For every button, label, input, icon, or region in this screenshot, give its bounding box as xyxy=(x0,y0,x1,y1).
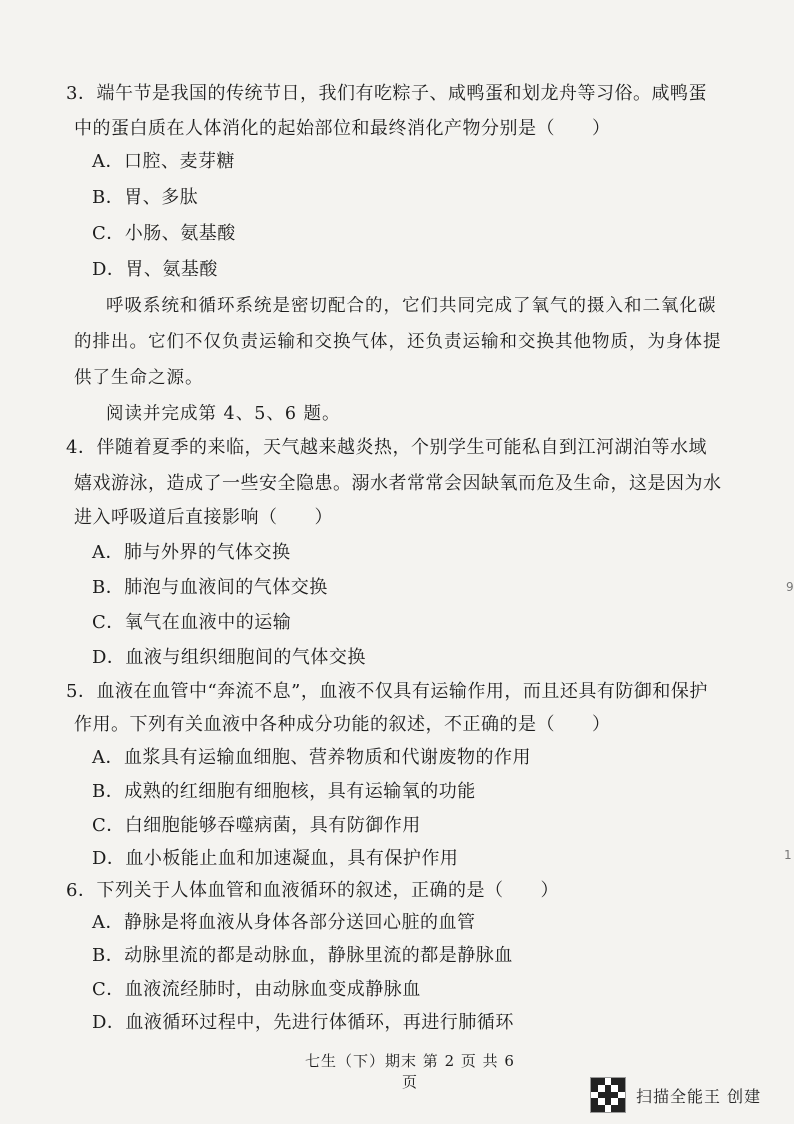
q3-stem-line1: 3．端午节是我国的传统节日，我们有吃粽子、咸鸭蛋和划龙舟等习俗。咸鸭蛋 xyxy=(66,83,707,104)
q3-option-b: B．胃、多肽 xyxy=(92,187,199,208)
watermark-text: 扫描全能王 创建 xyxy=(636,1086,762,1106)
q6-option-b: B．动脉里流的都是动脉血，静脉里流的都是静脉血 xyxy=(92,945,513,966)
q6-option-c: C．血液流经肺时，由动脉血变成静脉血 xyxy=(92,979,421,1000)
q6-option-d: D．血液循环过程中，先进行体循环，再进行肺循环 xyxy=(92,1012,514,1033)
page-footer-label: 七生（下）期末 第 2 页 共 6 页 xyxy=(305,1052,515,1091)
q4-option-b: B．肺泡与血液间的气体交换 xyxy=(92,577,328,598)
edge-mark-right-1: 9 xyxy=(786,580,794,594)
edge-mark-right-2: 1 xyxy=(784,848,792,862)
passage-line3: 供了生命之源。 xyxy=(74,368,204,388)
passage-instruction: 阅读并完成第 4、5、6 题。 xyxy=(106,404,341,424)
q3-option-a: A．口腔、麦芽糖 xyxy=(92,151,235,172)
q3-stem-line2: 中的蛋白质在人体消化的起始部位和最终消化产物分别是（ ） xyxy=(74,118,611,139)
q5-option-a: A．血浆具有运输血细胞、营养物质和代谢废物的作用 xyxy=(92,747,531,768)
q5-option-b: B．成熟的红细胞有细胞核，具有运输氧的功能 xyxy=(92,781,476,802)
q5-stem-line1: 5．血液在血管中“奔流不息”，血液不仅具有运输作用，而且还具有防御和保护 xyxy=(66,681,708,702)
qr-code-icon xyxy=(590,1077,626,1113)
q5-option-d: D．血小板能止血和加速凝血，具有保护作用 xyxy=(92,848,459,869)
q5-option-c: C．白细胞能够吞噬病菌，具有防御作用 xyxy=(92,815,421,836)
q4-option-c: C．氧气在血液中的运输 xyxy=(92,612,292,633)
q6-option-a: A．静脉是将血液从身体各部分送回心脏的血管 xyxy=(92,912,476,933)
q4-stem-line1: 4．伴随着夏季的来临，天气越来越炎热，个别学生可能私自到江河湖泊等水域 xyxy=(66,437,707,458)
q6-stem-line1: 6．下列关于人体血管和血液循环的叙述，正确的是（ ） xyxy=(66,880,559,901)
scanner-watermark xyxy=(590,1078,761,1112)
q5-stem-line2: 作用。下列有关血液中各种成分功能的叙述，不正确的是（ ） xyxy=(74,714,611,735)
q3-option-c: C．小肠、氨基酸 xyxy=(92,223,236,244)
passage-line2: 的排出。它们不仅负责运输和交换气体，还负责运输和交换其他物质，为身体提 xyxy=(74,332,722,352)
q4-option-a: A．肺与外界的气体交换 xyxy=(92,542,291,563)
q4-stem-line3: 进入呼吸道后直接影响（ ） xyxy=(74,507,333,528)
q4-option-d: D．血液与组织细胞间的气体交换 xyxy=(92,647,366,668)
q3-option-d: D．胃、氨基酸 xyxy=(92,259,218,280)
q4-stem-line2: 嬉戏游泳，造成了一些安全隐患。溺水者常常会因缺氧而危及生命，这是因为水 xyxy=(74,473,722,494)
passage-line1: 呼吸系统和循环系统是密切配合的，它们共同完成了氧气的摄入和二氧化碳 xyxy=(106,296,717,316)
